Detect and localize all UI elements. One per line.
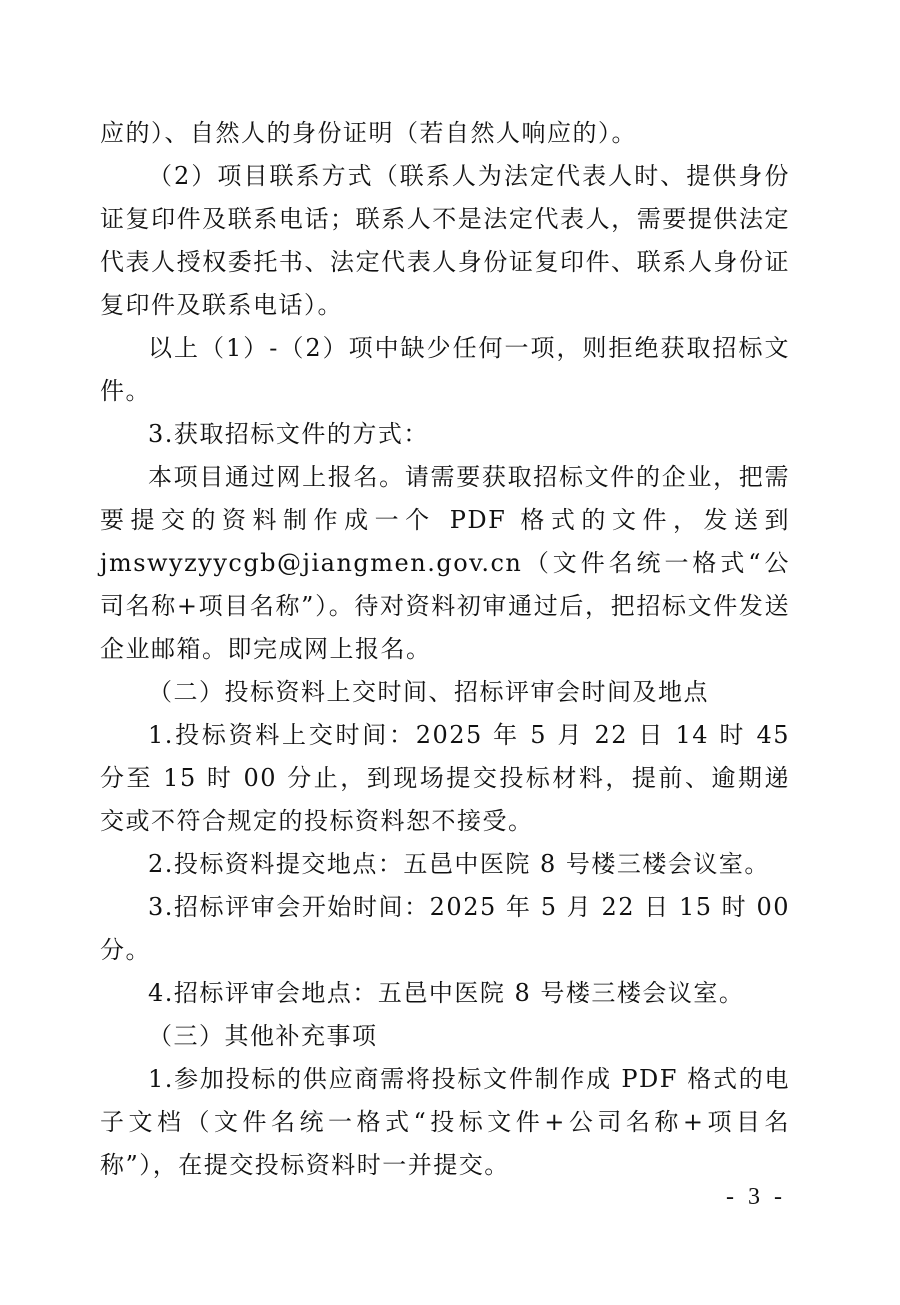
paragraph-submission-location: 2.投标资料提交地点：五邑中医院 8 号楼三楼会议室。 (148, 850, 770, 878)
paragraph-review-start-time: 3.招标评审会开始时间：2025 年 5 月 22 日 15 时 00 分。 (100, 893, 790, 964)
paragraph-identity-proof: 应的）、自然人的身份证明（若自然人响应的）。 (100, 119, 637, 147)
page-number: - 3 - (726, 1184, 786, 1210)
document-body (100, 112, 790, 1187)
section-heading-supplementary: （三）其他补充事项 (148, 1022, 378, 1050)
paragraph-submission-time: 1.投标资料上交时间：2025 年 5 月 22 日 14 时 45 分至 15 时 00 分止，到现场提交投标材料，提前、逾期递交或不符合规定的投标资料恕不接受。 (100, 721, 790, 835)
paragraph-electronic-document: 1.参加投标的供应商需将投标文件制作成 PDF 格式的电子文档（文件名统一格式“投标文件+公司名称+项目名称”），在提交投标资料时一并提交。 (100, 1065, 790, 1179)
paragraph-missing-items: 以上（1）-（2）项中缺少任何一项，则拒绝获取招标文件。 (100, 334, 790, 405)
section-heading-submission: （二）投标资料上交时间、招标评审会时间及地点 (148, 678, 709, 706)
paragraph-online-registration: 本项目通过网上报名。请需要获取招标文件的企业，把需要提交的资料制作成一个 PDF 格式的文件，发送到 jmswyzyycgb@jiangmen.gov.cn（文件名统一格式“公司名称+项目名称”）。待对资料初审通过后，把招标文件发送企业邮箱。即完成网上报名。 (100, 463, 790, 663)
heading-obtain-method: 3.获取招标文件的方式： (148, 420, 429, 448)
paragraph-contact-info: （2）项目联系方式（联系人为法定代表人时、提供身份证复印件及联系电话；联系人不是法定代表人，需要提供法定代表人授权委托书、法定代表人身份证复印件、联系人身份证复印件及联系电话）。 (100, 162, 790, 319)
paragraph-review-location: 4.招标评审会地点：五邑中医院 8 号楼三楼会议室。 (148, 979, 745, 1007)
